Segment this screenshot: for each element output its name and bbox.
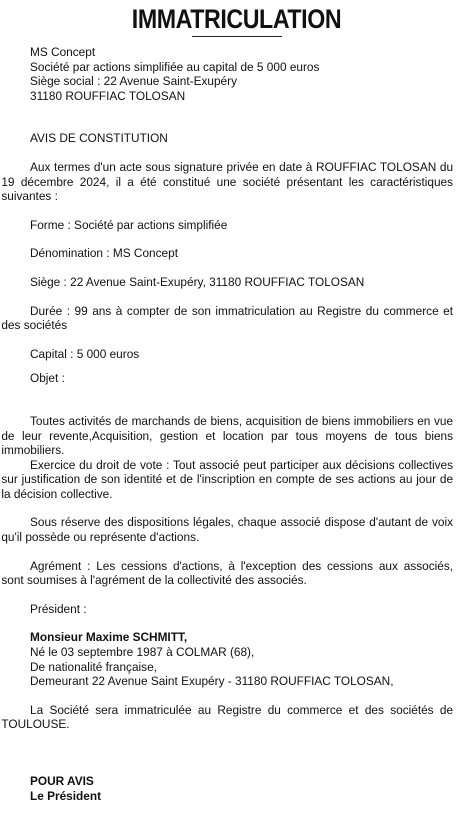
legal-notice [1,45,454,803]
company-seat: Siège social : 22 Avenue Saint-Exupéry [30,74,237,89]
page-title: IMMATRICULATION [131,4,342,34]
president-label: Président : [30,601,87,616]
intro-paragraph: Aux termes d'un acte sous signature privée en date à ROUFFIAC TOLOSAN du 19 décembre 2024, il a été constitué une société présentant les caractéristiques suivantes : [1,159,454,204]
president-name: Monsieur Maxime SCHMITT, [30,630,188,645]
company-capital: Société par actions simplifiée au capital de 5 000 euros [30,59,320,74]
closing-pour-avis: POUR AVIS [30,774,94,788]
siege-line: Siège : 22 Avenue Saint-Exupéry, 31180 ROUFFIAC TOLOSAN [30,274,365,289]
company-city: 31180 ROUFFIAC TOLOSAN [30,88,186,103]
title-underline [192,36,282,37]
reserve-paragraph: Sous réserve des dispositions légales, chaque associé dispose d'autant de voix qu'il possède ou représente d'actions. [1,515,454,545]
capital-line: Capital : 5 000 euros [30,346,140,361]
notice-title: AVIS DE CONSTITUTION [30,131,168,146]
forme-line: Forme : Société par actions simplifiée [30,217,228,232]
agrement-paragraph: Agrément : Les cessions d'actions, à l'exception des cessions aux associés, sont soumises à l'agrément de la collectivité des associés. [1,558,454,588]
president-address: Demeurant 22 Avenue Saint Exupéry - 31180 ROUFFIAC TOLOSAN, [30,674,394,689]
company-name: MS Concept [30,45,96,59]
duree-paragraph: Durée : 99 ans à compter de son immatriculation au Registre du commerce et des sociétés [1,303,454,333]
president-birth: Né le 03 septembre 1987 à COLMAR (68), [30,645,255,660]
president-nationality: De nationalité française, [30,659,157,674]
closing-signatory: Le Président [30,788,102,803]
denomination-line: Dénomination : MS Concept [30,246,178,261]
objet-label: Objet : [30,371,65,386]
objet-paragraph: Toutes activités de marchands de biens, acquisition de biens immobiliers en vue de leur revente,Acquisition, gestion et location par tous moyens de tous biens immobiliers. [1,413,454,458]
vote-paragraph: Exercice du droit de vote : Tout associé peut participer aux décisions collectives sur justification de son identité et de l'inscription en compte de ses actions au jour de la décision collective. [1,457,454,501]
registration-paragraph: La Société sera immatriculée au Registre du commerce et des sociétés de TOULOUSE. [1,702,454,732]
